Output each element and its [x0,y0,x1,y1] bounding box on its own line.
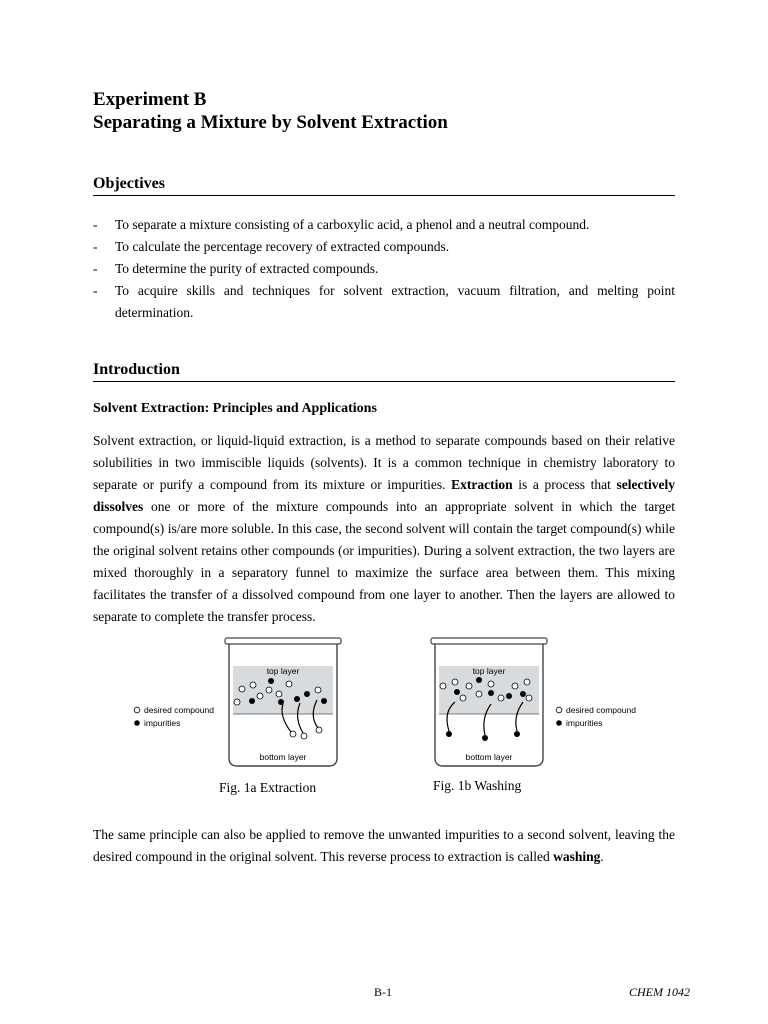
washing-paragraph: The same principle can also be applied to remove the unwanted impurities to a second solvent, leaving the desired compound in the original solvent. This reverse process to extraction is called washing. [93,827,675,864]
legend-impurities-label: impurities [566,718,603,728]
page-number: B-1 [374,985,392,999]
fig-1b-caption: Fig. 1b Washing [433,778,522,793]
intro-paragraph: Solvent extraction, or liquid-liquid extraction, is a method to separate compounds based on their relative solubilities in two immiscible liquids (solvents). It is a common technique in chemistry laboratory to separate or purify a compound from its mixture or impurities. Extraction is a process that selectively dissolves one or more of the mixture compounds into an appropriate solvent in which the target compound(s) is/are more soluble. In this case, the second solvent will contain the target compound(s) while the original solvent retains other compounds (or impurities). During a solvent extraction, the two layers are mixed thoroughly in a separatory funnel to maximize the surface area between them. This mixing facilitates the transfer of a dissolved compound from one layer to another. Then the layers are allowed to separate to complete the transfer process. [93,433,675,624]
title-line-1: Experiment B [93,89,207,110]
experiment-title [93,88,675,134]
list-item: - To determine the purity of extracted compounds. [93,258,675,280]
bullet: - [93,217,98,232]
bullet: - [93,283,98,298]
subheading: Solvent Extraction: Principles and Applications [93,401,377,416]
legend-impurities-label: impurities [144,718,181,728]
legend-desired-label: desired compound [144,705,214,715]
figure-area [93,636,675,816]
list-item: - To calculate the percentage recovery of extracted compounds. [93,236,675,258]
course-code: CHEM 1042 [629,985,690,999]
list-item: - To separate a mixture consisting of a carboxylic acid, a phenol and a neutral compound. [93,214,675,236]
bottom-layer-label: bottom layer [465,752,513,762]
figure-1b [429,636,669,771]
top-layer-label: top layer [472,666,506,676]
bottom-layer-label: bottom layer [259,752,307,762]
title-line-2: Separating a Mixture by Solvent Extraction [93,112,448,133]
list-item: - To acquire skills and techniques for solvent extraction, vacuum filtration, and melting point determination. [93,280,675,324]
objectives-list [93,214,675,324]
beaker-diagram-extraction [129,636,369,771]
document-page [93,88,675,868]
fig-1a-caption: Fig. 1a Extraction [219,780,317,795]
top-layer-label: top layer [266,666,300,676]
beaker-diagram-washing [429,636,669,771]
introduction-heading: Introduction [93,360,675,382]
bullet: - [93,239,98,254]
legend-desired-label: desired compound [566,705,636,715]
bullet: - [93,261,98,276]
figure-1a [129,636,369,771]
objectives-heading: Objectives [93,174,675,196]
